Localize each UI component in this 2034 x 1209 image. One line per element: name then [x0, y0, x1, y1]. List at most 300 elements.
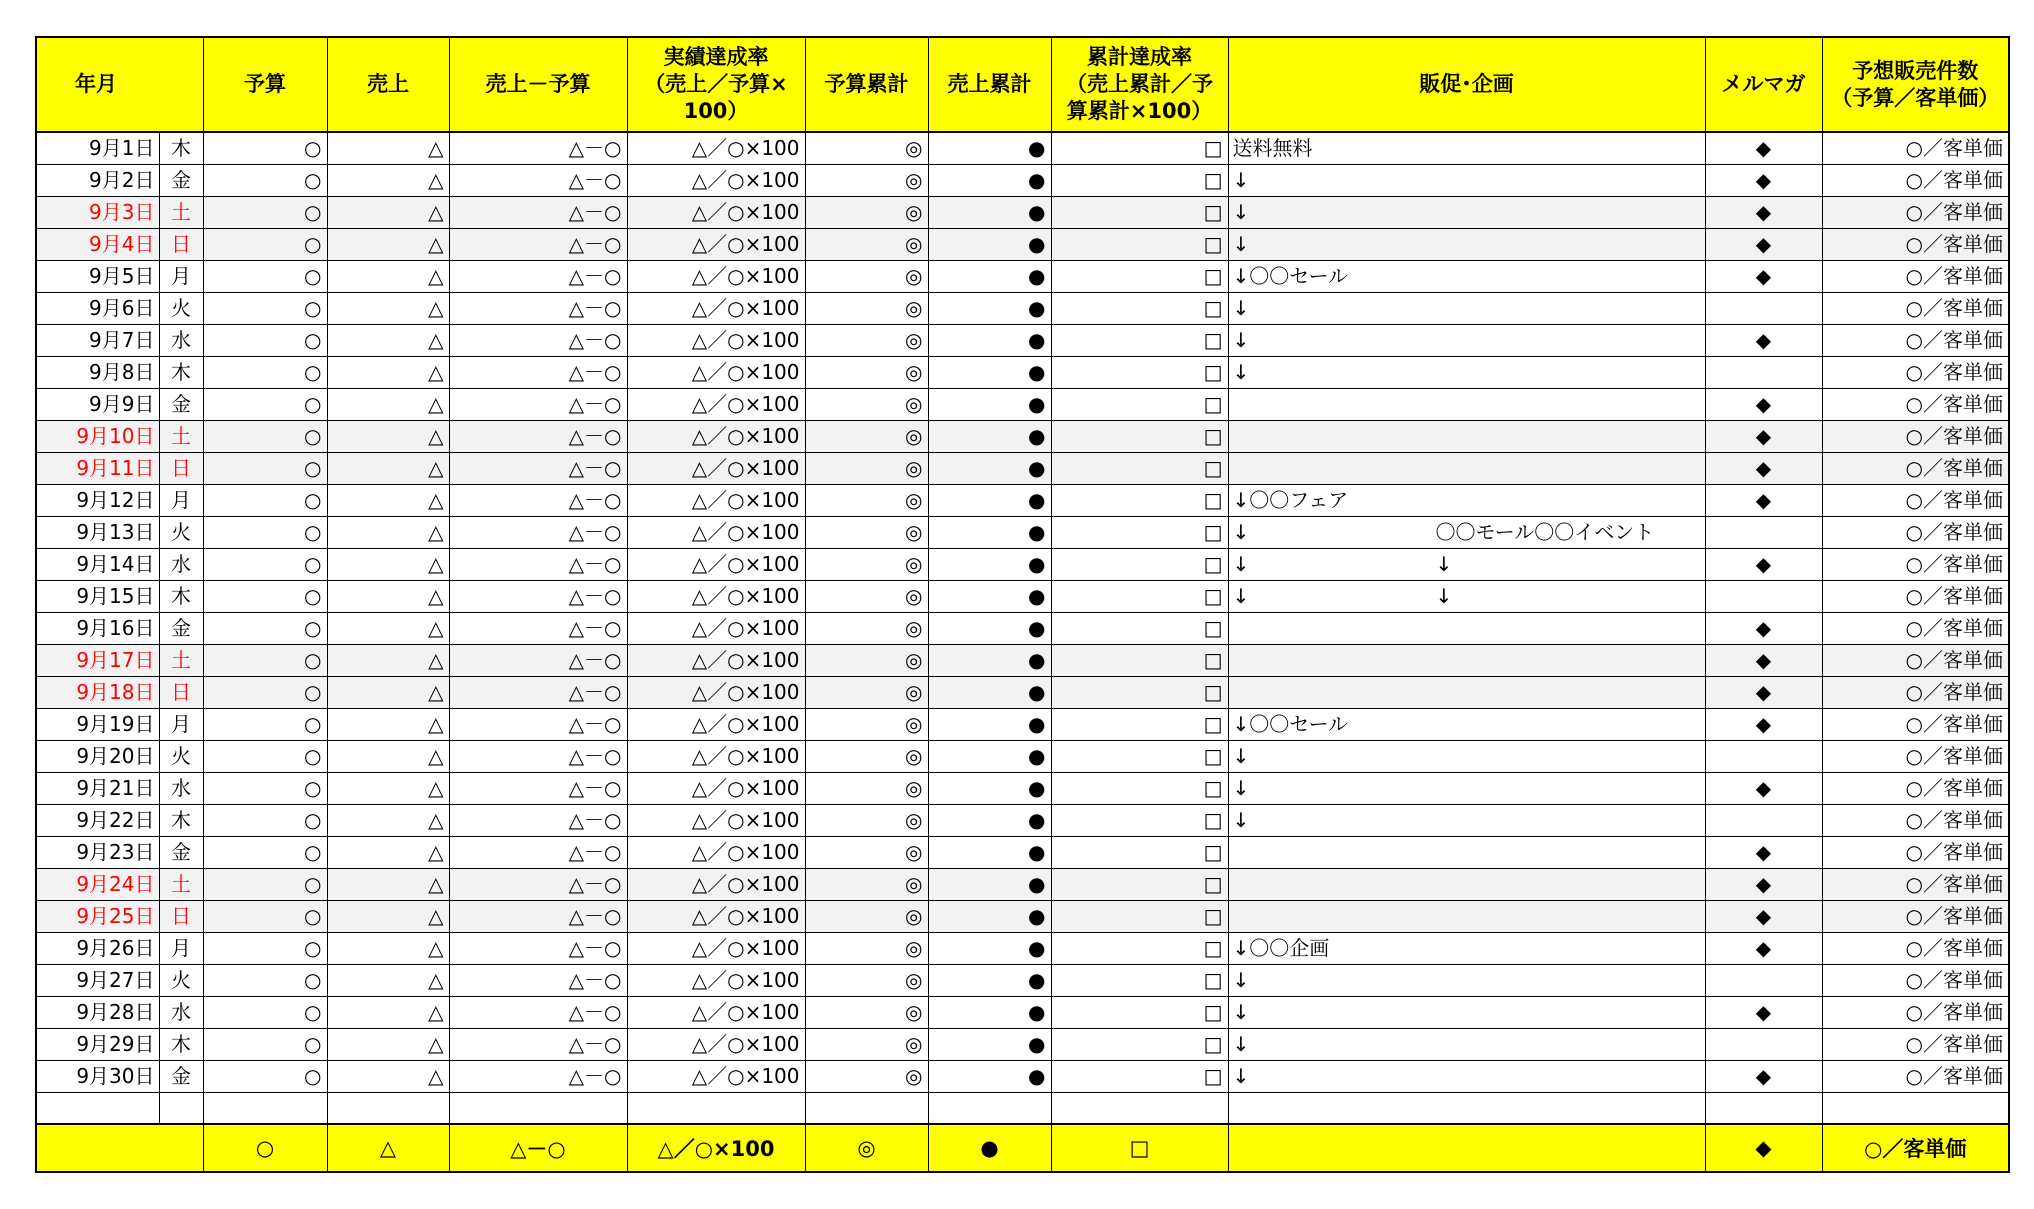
weekday-cell: 土	[159, 644, 203, 676]
achievement-rate-cell: △／○×100	[627, 1028, 805, 1060]
promotion-text: ↓	[1232, 808, 1250, 832]
total-achievement-rate-cell: △／○×100	[627, 1124, 805, 1172]
achievement-rate-cell: △／○×100	[627, 228, 805, 260]
promotion-cell	[1228, 356, 1705, 388]
achievement-rate-cell: △／○×100	[627, 548, 805, 580]
weekday-cell: 土	[159, 868, 203, 900]
header-achievement-rate: 実績達成率 （売上／予算× 100）	[627, 37, 805, 132]
forecast-sales-count-cell: ○／客単価	[1822, 452, 2009, 484]
forecast-sales-count-cell: ○／客単価	[1822, 964, 2009, 996]
promotion-cell	[1228, 164, 1705, 196]
date-cell: 9月29日	[36, 1028, 159, 1060]
sales-cumulative-cell: ●	[928, 196, 1051, 228]
date-cell: 9月20日	[36, 740, 159, 772]
cumulative-rate-cell: □	[1051, 452, 1228, 484]
budget-cumulative-cell: ◎	[805, 932, 928, 964]
day-row	[36, 644, 2009, 676]
spacer-cell	[1705, 1092, 1822, 1124]
weekday-cell: 日	[159, 228, 203, 260]
day-row	[36, 260, 2009, 292]
sales-cumulative-cell: ●	[928, 452, 1051, 484]
forecast-sales-count-cell: ○／客単価	[1822, 708, 2009, 740]
budget-cumulative-cell: ◎	[805, 324, 928, 356]
sales-cumulative-cell: ●	[928, 900, 1051, 932]
budget-cell: ○	[203, 516, 327, 548]
budget-cell: ○	[203, 228, 327, 260]
forecast-sales-count-cell: ○／客単価	[1822, 196, 2009, 228]
sales-cumulative-cell: ●	[928, 292, 1051, 324]
achievement-rate-cell: △／○×100	[627, 420, 805, 452]
day-row	[36, 516, 2009, 548]
total-budget-cumulative-cell: ◎	[805, 1124, 928, 1172]
sales-minus-budget-cell: △－○	[449, 164, 627, 196]
day-row	[36, 228, 2009, 260]
header-sales-cumulative: 売上累計	[928, 37, 1051, 132]
cumulative-rate-cell: □	[1051, 324, 1228, 356]
promotion-cell	[1228, 804, 1705, 836]
date-cell: 9月10日	[36, 420, 159, 452]
promotion-text: ↓	[1232, 200, 1250, 224]
weekday-cell: 月	[159, 708, 203, 740]
budget-cell: ○	[203, 804, 327, 836]
day-row	[36, 868, 2009, 900]
date-cell: 9月16日	[36, 612, 159, 644]
promotion-text: ↓	[1232, 1032, 1250, 1056]
sales-cell: △	[327, 676, 449, 708]
date-cell: 9月12日	[36, 484, 159, 516]
day-row	[36, 676, 2009, 708]
mail-magazine-cell: ◆	[1705, 900, 1822, 932]
date-cell: 9月11日	[36, 452, 159, 484]
achievement-rate-cell: △／○×100	[627, 900, 805, 932]
forecast-sales-count-cell: ○／客単価	[1822, 548, 2009, 580]
sales-minus-budget-cell: △－○	[449, 196, 627, 228]
sales-minus-budget-cell: △－○	[449, 228, 627, 260]
budget-cumulative-cell: ◎	[805, 996, 928, 1028]
forecast-sales-count-cell: ○／客単価	[1822, 516, 2009, 548]
budget-cell: ○	[203, 868, 327, 900]
budget-cell: ○	[203, 132, 327, 164]
day-row	[36, 612, 2009, 644]
sales-cell: △	[327, 388, 449, 420]
achievement-rate-cell: △／○×100	[627, 740, 805, 772]
promotion-text: 送料無料	[1232, 136, 1313, 161]
date-cell: 9月23日	[36, 836, 159, 868]
mail-magazine-cell	[1705, 580, 1822, 612]
cumulative-rate-cell: □	[1051, 260, 1228, 292]
promotion-cell	[1228, 452, 1705, 484]
forecast-sales-count-cell: ○／客単価	[1822, 260, 2009, 292]
sales-cumulative-cell: ●	[928, 1060, 1051, 1092]
mail-magazine-cell: ◆	[1705, 196, 1822, 228]
sales-cell: △	[327, 548, 449, 580]
promotion-subtext: ↓	[1435, 552, 1453, 576]
sales-minus-budget-cell: △－○	[449, 676, 627, 708]
promotion-text: ↓	[1232, 552, 1250, 576]
sales-cell: △	[327, 740, 449, 772]
budget-cumulative-cell: ◎	[805, 548, 928, 580]
spacer-row	[36, 1092, 2009, 1124]
total-sales-cumulative-cell: ●	[928, 1124, 1051, 1172]
forecast-sales-count-cell: ○／客単価	[1822, 932, 2009, 964]
sales-cell: △	[327, 708, 449, 740]
spacer-cell	[159, 1092, 203, 1124]
budget-cumulative-cell: ◎	[805, 388, 928, 420]
forecast-sales-count-cell: ○／客単価	[1822, 996, 2009, 1028]
sales-minus-budget-cell: △－○	[449, 548, 627, 580]
sales-cell: △	[327, 900, 449, 932]
cumulative-rate-cell: □	[1051, 420, 1228, 452]
budget-cumulative-cell: ◎	[805, 676, 928, 708]
sales-cumulative-cell: ●	[928, 676, 1051, 708]
weekday-cell: 日	[159, 452, 203, 484]
weekday-cell: 土	[159, 196, 203, 228]
budget-cumulative-cell: ◎	[805, 740, 928, 772]
achievement-rate-cell: △／○×100	[627, 388, 805, 420]
budget-cumulative-cell: ◎	[805, 356, 928, 388]
promotion-cell	[1228, 324, 1705, 356]
header-promotion: 販促･企画	[1228, 37, 1705, 132]
budget-cell: ○	[203, 900, 327, 932]
sales-cumulative-cell: ●	[928, 868, 1051, 900]
promotion-cell	[1228, 580, 1705, 612]
sales-minus-budget-cell: △－○	[449, 1060, 627, 1092]
cumulative-rate-cell: □	[1051, 868, 1228, 900]
budget-cell: ○	[203, 324, 327, 356]
sales-cumulative-cell: ●	[928, 164, 1051, 196]
total-row	[36, 1124, 2009, 1172]
date-cell: 9月30日	[36, 1060, 159, 1092]
cumulative-rate-cell: □	[1051, 1028, 1228, 1060]
budget-cumulative-cell: ◎	[805, 772, 928, 804]
budget-cell: ○	[203, 420, 327, 452]
header-year-month: 年月	[36, 37, 203, 132]
date-cell: 9月21日	[36, 772, 159, 804]
sales-minus-budget-cell: △－○	[449, 772, 627, 804]
sales-minus-budget-cell: △－○	[449, 868, 627, 900]
day-row	[36, 996, 2009, 1028]
total-budget-cell: ○	[203, 1124, 327, 1172]
cumulative-rate-cell: □	[1051, 196, 1228, 228]
budget-cell: ○	[203, 260, 327, 292]
achievement-rate-cell: △／○×100	[627, 356, 805, 388]
sales-cumulative-cell: ●	[928, 996, 1051, 1028]
budget-cell: ○	[203, 1060, 327, 1092]
promotion-cell	[1228, 228, 1705, 260]
cumulative-rate-cell: □	[1051, 292, 1228, 324]
promotion-cell	[1228, 836, 1705, 868]
budget-cell: ○	[203, 580, 327, 612]
day-row	[36, 932, 2009, 964]
mail-magazine-cell: ◆	[1705, 388, 1822, 420]
budget-cumulative-cell: ◎	[805, 708, 928, 740]
spacer-cell	[36, 1092, 159, 1124]
achievement-rate-cell: △／○×100	[627, 196, 805, 228]
forecast-sales-count-cell: ○／客単価	[1822, 420, 2009, 452]
sales-cumulative-cell: ●	[928, 228, 1051, 260]
weekday-cell: 金	[159, 1060, 203, 1092]
sales-cumulative-cell: ●	[928, 740, 1051, 772]
sales-minus-budget-cell: △－○	[449, 420, 627, 452]
date-cell: 9月5日	[36, 260, 159, 292]
sales-cumulative-cell: ●	[928, 836, 1051, 868]
sales-cell: △	[327, 932, 449, 964]
forecast-sales-count-cell: ○／客単価	[1822, 228, 2009, 260]
total-promotion-cell	[1228, 1124, 1705, 1172]
promotion-text: ↓〇〇フェア	[1232, 488, 1349, 512]
cumulative-rate-cell: □	[1051, 804, 1228, 836]
sales-cumulative-cell: ●	[928, 804, 1051, 836]
budget-cumulative-cell: ◎	[805, 964, 928, 996]
sales-cumulative-cell: ●	[928, 932, 1051, 964]
cumulative-rate-cell: □	[1051, 356, 1228, 388]
promotion-cell	[1228, 740, 1705, 772]
sales-cumulative-cell: ●	[928, 644, 1051, 676]
sales-minus-budget-cell: △－○	[449, 1028, 627, 1060]
promotion-text: ↓	[1232, 296, 1250, 320]
mail-magazine-cell	[1705, 804, 1822, 836]
promotion-cell	[1228, 676, 1705, 708]
promotion-cell	[1228, 932, 1705, 964]
day-row	[36, 452, 2009, 484]
achievement-rate-cell: △／○×100	[627, 484, 805, 516]
day-row	[36, 580, 2009, 612]
sales-cumulative-cell: ●	[928, 356, 1051, 388]
mail-magazine-cell	[1705, 1028, 1822, 1060]
sales-cumulative-cell: ●	[928, 132, 1051, 164]
sales-cumulative-cell: ●	[928, 708, 1051, 740]
day-row	[36, 804, 2009, 836]
date-cell: 9月2日	[36, 164, 159, 196]
budget-cell: ○	[203, 676, 327, 708]
budget-cumulative-cell: ◎	[805, 228, 928, 260]
budget-cumulative-cell: ◎	[805, 164, 928, 196]
achievement-rate-cell: △／○×100	[627, 676, 805, 708]
forecast-sales-count-cell: ○／客単価	[1822, 644, 2009, 676]
forecast-sales-count-cell: ○／客単価	[1822, 612, 2009, 644]
spacer-cell	[327, 1092, 449, 1124]
sales-minus-budget-cell: △－○	[449, 484, 627, 516]
day-row	[36, 740, 2009, 772]
promotion-cell	[1228, 484, 1705, 516]
sales-cumulative-cell: ●	[928, 772, 1051, 804]
sales-minus-budget-cell: △－○	[449, 516, 627, 548]
achievement-rate-cell: △／○×100	[627, 164, 805, 196]
weekday-cell: 金	[159, 836, 203, 868]
forecast-sales-count-cell: ○／客単価	[1822, 804, 2009, 836]
sales-cell: △	[327, 612, 449, 644]
sales-minus-budget-cell: △－○	[449, 452, 627, 484]
total-forecast-sales-count-cell: ○／客単価	[1822, 1124, 2009, 1172]
budget-cumulative-cell: ◎	[805, 452, 928, 484]
mail-magazine-cell: ◆	[1705, 324, 1822, 356]
budget-cumulative-cell: ◎	[805, 612, 928, 644]
date-cell: 9月26日	[36, 932, 159, 964]
day-row	[36, 420, 2009, 452]
budget-cell: ○	[203, 740, 327, 772]
total-cumulative-rate-cell: □	[1051, 1124, 1228, 1172]
mail-magazine-cell	[1705, 356, 1822, 388]
mail-magazine-cell: ◆	[1705, 1060, 1822, 1092]
header-sales: 売上	[327, 37, 449, 132]
spacer-cell	[627, 1092, 805, 1124]
promotion-text: ↓	[1232, 584, 1250, 608]
date-cell: 9月24日	[36, 868, 159, 900]
date-cell: 9月6日	[36, 292, 159, 324]
mail-magazine-cell	[1705, 516, 1822, 548]
sales-cell: △	[327, 292, 449, 324]
sales-cell: △	[327, 196, 449, 228]
day-row	[36, 164, 2009, 196]
sales-cell: △	[327, 1060, 449, 1092]
budget-cell: ○	[203, 196, 327, 228]
weekday-cell: 月	[159, 484, 203, 516]
budget-cell: ○	[203, 772, 327, 804]
sales-cumulative-cell: ●	[928, 388, 1051, 420]
cumulative-rate-cell: □	[1051, 580, 1228, 612]
budget-cumulative-cell: ◎	[805, 580, 928, 612]
weekday-cell: 土	[159, 420, 203, 452]
promotion-text: ↓	[1232, 776, 1250, 800]
sales-minus-budget-cell: △－○	[449, 324, 627, 356]
date-cell: 9月19日	[36, 708, 159, 740]
sales-cell: △	[327, 484, 449, 516]
sales-cumulative-cell: ●	[928, 260, 1051, 292]
spacer-cell	[203, 1092, 327, 1124]
cumulative-rate-cell: □	[1051, 836, 1228, 868]
sales-cumulative-cell: ●	[928, 420, 1051, 452]
sales-cell: △	[327, 452, 449, 484]
achievement-rate-cell: △／○×100	[627, 324, 805, 356]
mail-magazine-cell: ◆	[1705, 228, 1822, 260]
date-cell: 9月18日	[36, 676, 159, 708]
day-row	[36, 548, 2009, 580]
daily-rows	[36, 132, 2009, 1092]
cumulative-rate-cell: □	[1051, 388, 1228, 420]
budget-cell: ○	[203, 612, 327, 644]
achievement-rate-cell: △／○×100	[627, 292, 805, 324]
total-label-cell	[36, 1124, 203, 1172]
date-cell: 9月3日	[36, 196, 159, 228]
sales-minus-budget-cell: △－○	[449, 932, 627, 964]
total-mail-magazine-cell: ◆	[1705, 1124, 1822, 1172]
achievement-rate-cell: △／○×100	[627, 868, 805, 900]
sales-cell: △	[327, 868, 449, 900]
sales-cell: △	[327, 356, 449, 388]
sales-cumulative-cell: ●	[928, 964, 1051, 996]
promotion-cell	[1228, 868, 1705, 900]
weekday-cell: 火	[159, 964, 203, 996]
cumulative-rate-cell: □	[1051, 900, 1228, 932]
promotion-text: ↓	[1232, 520, 1250, 544]
achievement-rate-cell: △／○×100	[627, 612, 805, 644]
date-cell: 9月25日	[36, 900, 159, 932]
cumulative-rate-cell: □	[1051, 772, 1228, 804]
budget-cell: ○	[203, 452, 327, 484]
sales-cell: △	[327, 324, 449, 356]
sales-minus-budget-cell: △－○	[449, 996, 627, 1028]
mail-magazine-cell	[1705, 964, 1822, 996]
spacer-cell	[1228, 1092, 1705, 1124]
promotion-cell	[1228, 1060, 1705, 1092]
forecast-sales-count-cell: ○／客単価	[1822, 132, 2009, 164]
date-cell: 9月28日	[36, 996, 159, 1028]
cumulative-rate-cell: □	[1051, 548, 1228, 580]
achievement-rate-cell: △／○×100	[627, 516, 805, 548]
mail-magazine-cell	[1705, 740, 1822, 772]
sales-cell: △	[327, 516, 449, 548]
mail-magazine-cell: ◆	[1705, 132, 1822, 164]
achievement-rate-cell: △／○×100	[627, 260, 805, 292]
weekday-cell: 金	[159, 612, 203, 644]
forecast-sales-count-cell: ○／客単価	[1822, 324, 2009, 356]
weekday-cell: 火	[159, 516, 203, 548]
sales-cell: △	[327, 228, 449, 260]
date-cell: 9月15日	[36, 580, 159, 612]
mail-magazine-cell: ◆	[1705, 772, 1822, 804]
budget-cell: ○	[203, 964, 327, 996]
promotion-text: ↓	[1232, 744, 1250, 768]
promotion-text: ↓	[1232, 328, 1250, 352]
mail-magazine-cell: ◆	[1705, 708, 1822, 740]
achievement-rate-cell: △／○×100	[627, 804, 805, 836]
weekday-cell: 木	[159, 356, 203, 388]
weekday-cell: 金	[159, 388, 203, 420]
sales-cell: △	[327, 132, 449, 164]
weekday-cell: 木	[159, 132, 203, 164]
total-sales-cell: △	[327, 1124, 449, 1172]
promotion-text: ↓〇〇セール	[1232, 264, 1349, 288]
budget-cumulative-cell: ◎	[805, 484, 928, 516]
achievement-rate-cell: △／○×100	[627, 932, 805, 964]
promotion-text: ↓	[1232, 360, 1250, 384]
achievement-rate-cell: △／○×100	[627, 964, 805, 996]
forecast-sales-count-cell: ○／客単価	[1822, 292, 2009, 324]
promotion-cell	[1228, 548, 1705, 580]
sales-cell: △	[327, 1028, 449, 1060]
promotion-text: ↓	[1232, 1000, 1250, 1024]
weekday-cell: 木	[159, 1028, 203, 1060]
weekday-cell: 月	[159, 260, 203, 292]
mail-magazine-cell: ◆	[1705, 836, 1822, 868]
promotion-cell	[1228, 644, 1705, 676]
budget-cell: ○	[203, 484, 327, 516]
day-row	[36, 356, 2009, 388]
sales-cumulative-cell: ●	[928, 580, 1051, 612]
mail-magazine-cell: ◆	[1705, 420, 1822, 452]
forecast-sales-count-cell: ○／客単価	[1822, 164, 2009, 196]
budget-cumulative-cell: ◎	[805, 292, 928, 324]
forecast-sales-count-cell: ○／客単価	[1822, 1028, 2009, 1060]
promotion-cell	[1228, 420, 1705, 452]
budget-cumulative-cell: ◎	[805, 132, 928, 164]
header-forecast-sales-count: 予想販売件数 （予算／客単価）	[1822, 37, 2009, 132]
sales-cumulative-cell: ●	[928, 612, 1051, 644]
promotion-cell	[1228, 292, 1705, 324]
spacer-cell	[1051, 1092, 1228, 1124]
header-mail-magazine: メルマガ	[1705, 37, 1822, 132]
date-cell: 9月9日	[36, 388, 159, 420]
mail-magazine-cell: ◆	[1705, 868, 1822, 900]
sales-cumulative-cell: ●	[928, 324, 1051, 356]
achievement-rate-cell: △／○×100	[627, 132, 805, 164]
budget-cell: ○	[203, 356, 327, 388]
promotion-cell	[1228, 388, 1705, 420]
cumulative-rate-cell: □	[1051, 516, 1228, 548]
forecast-sales-count-cell: ○／客単価	[1822, 900, 2009, 932]
budget-cell: ○	[203, 1028, 327, 1060]
mail-magazine-cell: ◆	[1705, 260, 1822, 292]
